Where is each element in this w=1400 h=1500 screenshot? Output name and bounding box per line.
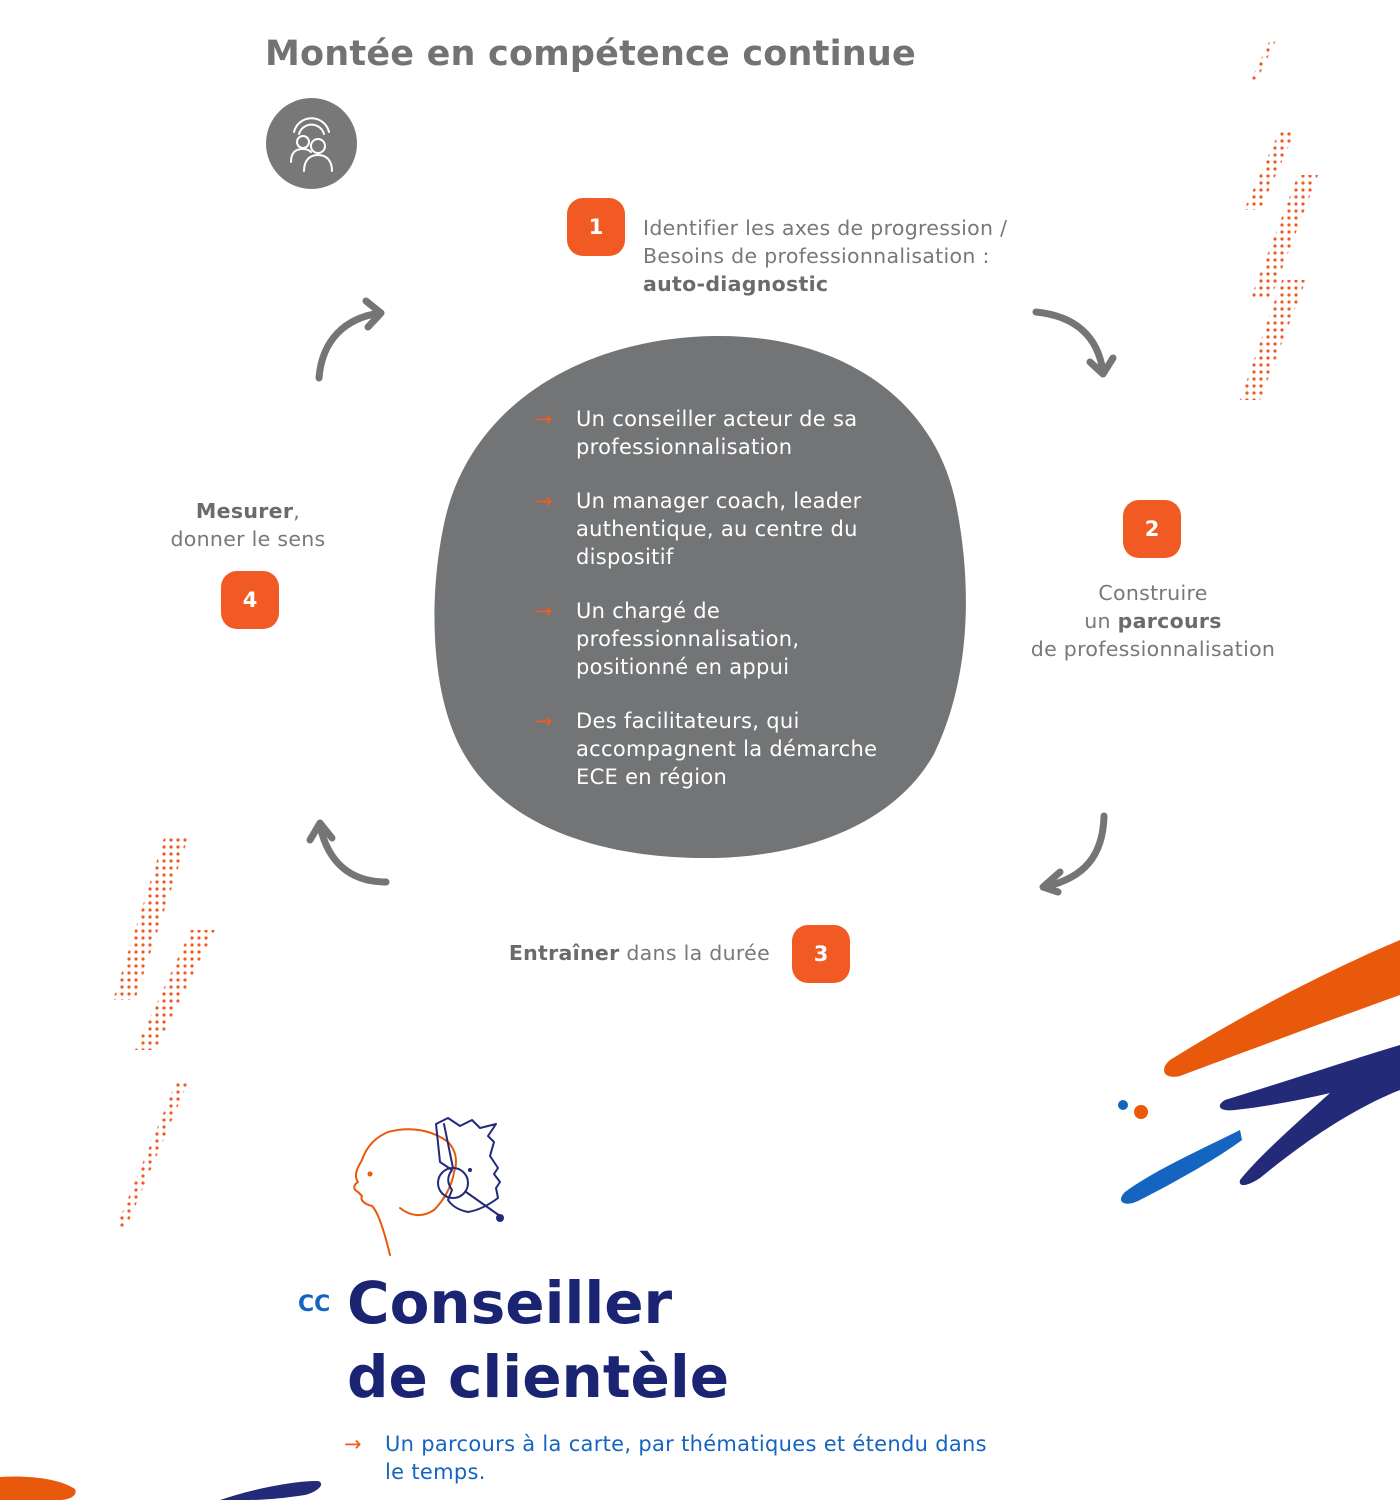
role-item-charge: → Un chargé de professionnalisation, positionné en appui: [535, 599, 800, 679]
section-bullet: → Un parcours à la carte, par thématiques et étendu dans le temps.: [344, 1432, 987, 1484]
arrow-right-icon: →: [535, 489, 553, 513]
advisor-headset-illustration: [340, 1110, 520, 1260]
arrow-right-icon: →: [535, 599, 553, 623]
brush-strokes-bottom-left: [0, 1465, 330, 1500]
section-title: Conseiller de clientèle: [347, 1269, 730, 1411]
arrow-right-icon: →: [344, 1432, 362, 1456]
arrow-right-icon: →: [535, 407, 553, 431]
step-1-text: Identifier les axes de progression / Besoins de professionnalisation : auto-diagnostic: [643, 216, 1008, 296]
page-title: Montée en compétence continue: [265, 34, 916, 74]
section-tag: CC: [298, 1292, 331, 1317]
arrow-right-icon: →: [535, 709, 553, 733]
step-1-badge: 1: [567, 198, 625, 256]
role-item-manager: → Un manager coach, leader authentique, au centre du dispositif: [535, 489, 862, 569]
step-2-text: Construire un parcours de professionnalisation: [1030, 581, 1276, 661]
role-item-conseiller: → Un conseiller acteur de sa professionnalisation: [535, 407, 858, 459]
step-3-badge: 3: [792, 925, 850, 983]
step-3-text: Entraîner dans la durée: [508, 941, 770, 965]
step-2-badge: 2: [1123, 500, 1181, 558]
step-4-text: Mesurer, donner le sens: [170, 499, 326, 551]
role-item-facilitateurs: → Des facilitateurs, qui accompagnent la démarche ECE en région: [535, 709, 878, 789]
step-4-badge: 4: [221, 571, 279, 629]
